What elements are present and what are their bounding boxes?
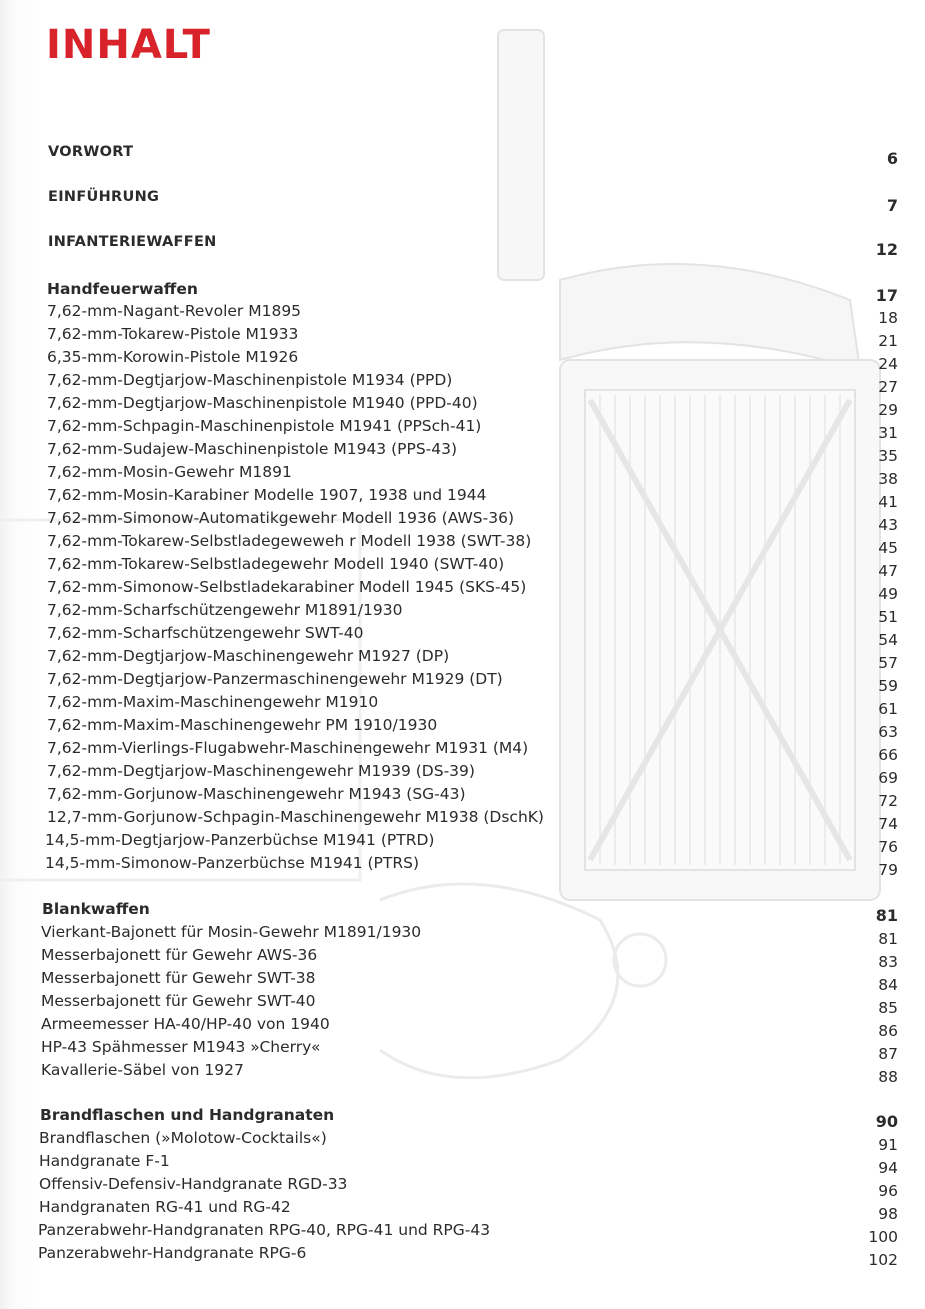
toc-item-page: 74	[878, 815, 898, 833]
toc-item-page: 45	[878, 539, 898, 557]
toc-item[interactable]	[0, 1175, 925, 1200]
toc-item-page: 81	[878, 930, 898, 948]
toc-item-page: 87	[878, 1045, 898, 1063]
toc-item[interactable]	[0, 394, 925, 419]
toc-subsection-page: 17	[875, 286, 898, 305]
toc-item-page: 100	[868, 1228, 898, 1246]
toc-item[interactable]	[0, 578, 925, 603]
toc-item[interactable]	[0, 1129, 925, 1154]
toc-item-page: 72	[878, 792, 898, 810]
toc-item[interactable]	[0, 670, 925, 695]
toc-item-title: Handgranate F-1	[39, 1152, 170, 1170]
toc-item-page: 83	[878, 953, 898, 971]
toc-item[interactable]	[0, 946, 925, 971]
toc-item[interactable]	[0, 486, 925, 511]
toc-item-page: 79	[878, 861, 898, 879]
toc-item-page: 35	[878, 447, 898, 465]
toc-subsection-page: 90	[875, 1112, 898, 1131]
toc-subsection-title: Blankwaffen	[42, 900, 150, 918]
toc-item-title: Offensiv-Defensiv-Handgranate RGD-33	[39, 1175, 348, 1193]
toc-item[interactable]	[0, 1244, 925, 1269]
toc-item-page: 54	[878, 631, 898, 649]
toc-section-vorwort[interactable]	[0, 144, 925, 166]
toc-item-title: 7,62-mm-Nagant-Revoler M1895	[47, 302, 302, 320]
toc-item-page: 43	[878, 516, 898, 534]
toc-subsection-title: Brandflaschen und Handgranaten	[40, 1106, 335, 1124]
toc-item-title: 7,62-mm-Scharfschützengewehr M1891/1930	[47, 601, 403, 619]
toc-item[interactable]	[0, 1198, 925, 1223]
toc-item-page: 86	[878, 1022, 898, 1040]
toc-item[interactable]	[0, 923, 925, 948]
toc-item[interactable]	[0, 371, 925, 396]
toc-entry-title: VORWORT	[48, 144, 134, 160]
toc-subsection-blankwaffen[interactable]	[0, 900, 925, 925]
toc-item[interactable]	[0, 647, 925, 672]
toc-entry-page: 12	[875, 240, 898, 259]
toc-item[interactable]	[0, 532, 925, 557]
toc-subsection-brandflaschen[interactable]	[0, 1106, 925, 1131]
toc-item[interactable]	[0, 463, 925, 488]
toc-item-page: 18	[878, 309, 898, 327]
toc-item-page: 61	[878, 700, 898, 718]
toc-item-title: 7,62-mm-Mosin-Gewehr M1891	[47, 463, 292, 481]
toc-item[interactable]	[0, 854, 925, 879]
toc-item-page: 76	[878, 838, 898, 856]
toc-item-page: 96	[878, 1182, 898, 1200]
toc-item-page: 94	[878, 1159, 898, 1177]
toc-item-page: 102	[868, 1251, 898, 1269]
toc-item-page: 27	[878, 378, 898, 396]
toc-item-title: 7,62-mm-Vierlings-Flugabwehr-Maschinengewehr M1931 (M4)	[47, 739, 529, 757]
toc-item-page: 84	[878, 976, 898, 994]
toc-item[interactable]	[0, 762, 925, 787]
toc-item[interactable]	[0, 624, 925, 649]
toc-item-title: 7,62-mm-Tokarew-Selbstladegewehr Modell 1940 (SWT-40)	[47, 555, 505, 573]
toc-item[interactable]	[0, 831, 925, 856]
toc-subsection-page: 81	[875, 906, 898, 925]
toc-item-page: 66	[878, 746, 898, 764]
toc-item-title: 7,62-mm-Degtjarjow-Maschinenpistole M1934 (PPD)	[47, 371, 453, 389]
toc-item-title: 14,5-mm-Degtjarjow-Panzerbüchse M1941 (PTRD)	[45, 831, 435, 849]
toc-item[interactable]	[0, 440, 925, 465]
toc-item[interactable]	[0, 348, 925, 373]
page-title: INHALT	[46, 22, 211, 68]
toc-item[interactable]	[0, 1038, 925, 1063]
toc-item-title: 7,62-mm-Maxim-Maschinengewehr M1910	[47, 693, 379, 711]
toc-item-title: 7,62-mm-Scharfschützengewehr SWT-40	[47, 624, 364, 642]
toc-item-title: Messerbajonett für Gewehr SWT-40	[41, 992, 316, 1010]
toc-item-page: 21	[878, 332, 898, 350]
toc-entry-title: EINFÜHRUNG	[48, 189, 160, 205]
toc-entry-page: 7	[886, 196, 898, 215]
toc-item[interactable]	[0, 1015, 925, 1040]
toc-item-page: 51	[878, 608, 898, 626]
toc-item[interactable]	[0, 417, 925, 442]
toc-item-page: 91	[878, 1136, 898, 1154]
toc-item[interactable]	[0, 601, 925, 626]
toc-item[interactable]	[0, 739, 925, 764]
toc-entry-title: INFANTERIEWAFFEN	[48, 234, 217, 250]
toc-item[interactable]	[0, 302, 925, 327]
toc-item-title: 7,62-mm-Degtjarjow-Maschinengewehr M1927 (DP)	[47, 647, 450, 665]
toc-item-page: 98	[878, 1205, 898, 1223]
toc-item-title: 14,5-mm-Simonow-Panzerbüchse M1941 (PTRS)	[45, 854, 420, 872]
toc-section-infanteriewaffen[interactable]	[0, 234, 925, 259]
toc-item-title: 7,62-mm-Tokarew-Selbstladegeweweh r Modell 1938 (SWT-38)	[47, 532, 532, 550]
toc-item[interactable]	[0, 555, 925, 580]
toc-item-title: Kavallerie-Säbel von 1927	[41, 1061, 244, 1079]
toc-item[interactable]	[0, 992, 925, 1017]
toc-item-page: 24	[878, 355, 898, 373]
toc-item-title: 7,62-mm-Sudajew-Maschinenpistole M1943 (PPS-43)	[47, 440, 458, 458]
toc-entry-page: 6	[886, 149, 898, 168]
toc-item-title: Brandflaschen (»Molotow-Cocktails«)	[39, 1129, 327, 1147]
toc-item-title: 7,62-mm-Gorjunow-Maschinengewehr M1943 (SG-43)	[47, 785, 466, 803]
toc-item-title: Vierkant-Bajonett für Mosin-Gewehr M1891/1930	[41, 923, 422, 941]
toc-item-page: 49	[878, 585, 898, 603]
toc-item-title: Messerbajonett für Gewehr SWT-38	[41, 969, 316, 987]
toc-item-title: 7,62-mm-Mosin-Karabiner Modelle 1907, 1938 und 1944	[47, 486, 487, 504]
toc-item-page: 85	[878, 999, 898, 1017]
toc-item-title: 7,62-mm-Degtjarjow-Panzermaschinengewehr M1929 (DT)	[47, 670, 503, 688]
toc-item-title: 7,62-mm-Schpagin-Maschinenpistole M1941 (PPSch-41)	[47, 417, 482, 435]
toc-item-page: 69	[878, 769, 898, 787]
toc-subsection-title: Handfeuerwaffen	[47, 280, 198, 298]
toc-item-page: 59	[878, 677, 898, 695]
toc-item-page: 38	[878, 470, 898, 488]
toc-item[interactable]	[0, 693, 925, 718]
toc-item-title: Messerbajonett für Gewehr AWS-36	[41, 946, 318, 964]
toc-item-title: 7,62-mm-Maxim-Maschinengewehr PM 1910/1930	[47, 716, 438, 734]
toc-item-title: Armeemesser HA-40/HP-40 von 1940	[41, 1015, 330, 1033]
toc-item-title: 7,62-mm-Degtjarjow-Maschinengewehr M1939 (DS-39)	[47, 762, 475, 780]
toc-item[interactable]	[0, 325, 925, 350]
toc-item[interactable]	[0, 716, 925, 741]
toc-item-page: 63	[878, 723, 898, 741]
toc-item[interactable]	[0, 785, 925, 810]
toc-item-page: 29	[878, 401, 898, 419]
toc-subsection-handfeuerwaffen[interactable]	[0, 280, 925, 305]
toc-item[interactable]	[0, 969, 925, 994]
toc-item-page: 88	[878, 1068, 898, 1086]
toc-item-page: 57	[878, 654, 898, 672]
toc-item-title: Handgranaten RG-41 und RG-42	[39, 1198, 291, 1216]
toc-item-title: 7,62-mm-Degtjarjow-Maschinenpistole M1940 (PPD-40)	[47, 394, 478, 412]
toc-item-title: 7,62-mm-Tokarew-Pistole M1933	[47, 325, 299, 343]
toc-item-title: Panzerabwehr-Handgranaten RPG-40, RPG-41 und RPG-43	[38, 1221, 491, 1239]
toc-item[interactable]	[0, 509, 925, 534]
toc-item[interactable]	[0, 1221, 925, 1246]
toc-item-title: 7,62-mm-Simonow-Automatikgewehr Modell 1936 (AWS-36)	[47, 509, 514, 527]
toc-item[interactable]	[0, 1061, 925, 1086]
toc-section-einfuehrung[interactable]	[0, 189, 925, 215]
toc-item-title: 12,7-mm-Gorjunow-Schpagin-Maschinengewehr M1938 (DschK)	[47, 808, 544, 826]
toc-item-page: 47	[878, 562, 898, 580]
toc-item-page: 31	[878, 424, 898, 442]
toc-item[interactable]	[0, 808, 925, 833]
toc-item-title: 6,35-mm-Korowin-Pistole M1926	[47, 348, 299, 366]
toc-item-title: Panzerabwehr-Handgranate RPG-6	[38, 1244, 307, 1262]
toc-item[interactable]	[0, 1152, 925, 1177]
toc-item-title: 7,62-mm-Simonow-Selbstladekarabiner Modell 1945 (SKS-45)	[47, 578, 527, 596]
toc-item-page: 41	[878, 493, 898, 511]
toc-item-title: HP-43 Spähmesser M1943 »Cherry«	[41, 1038, 321, 1056]
